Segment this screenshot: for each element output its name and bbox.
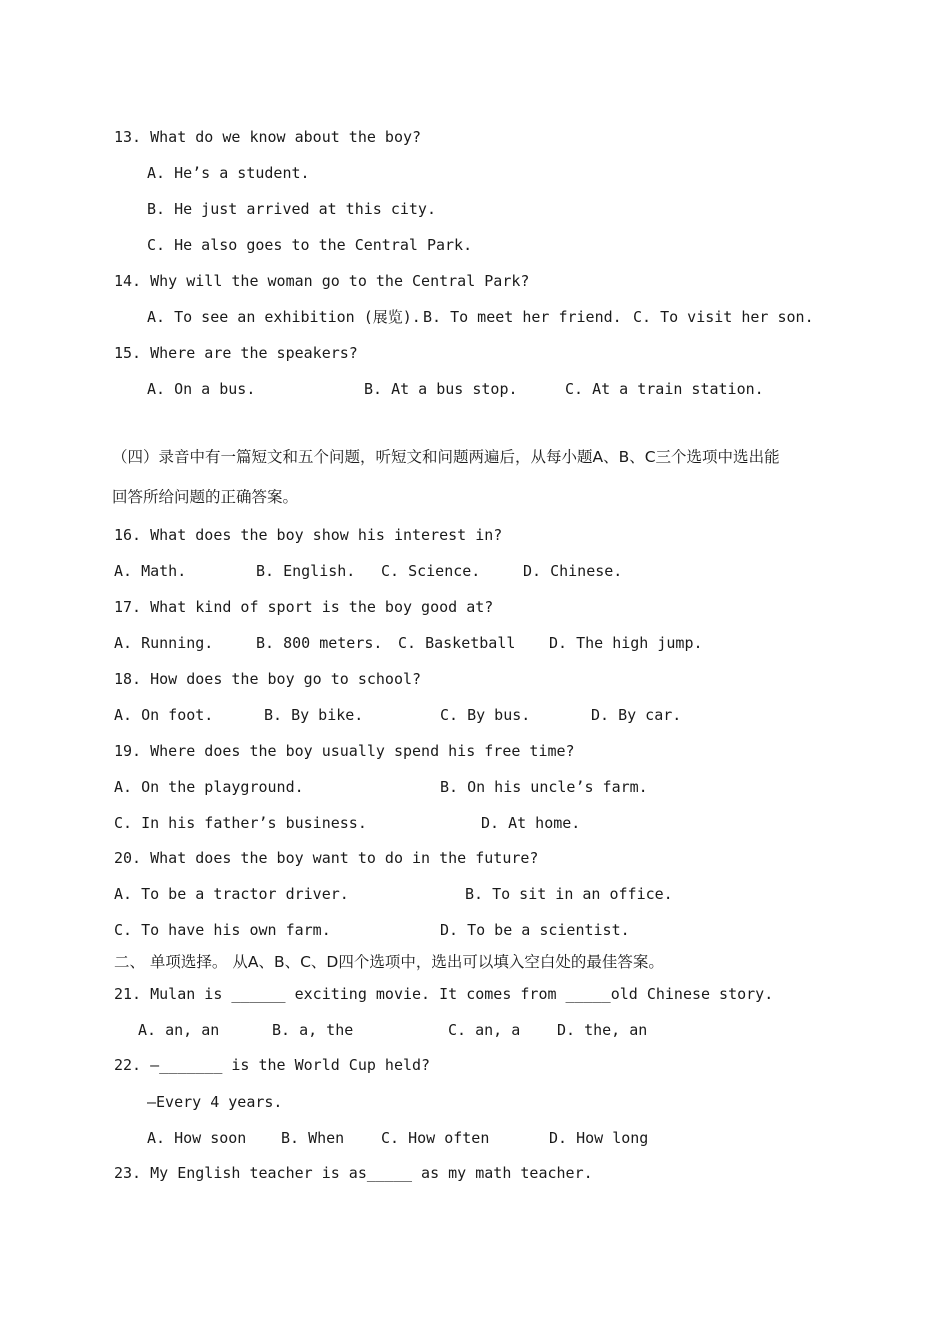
question-18-option-c: C. By bus. — [440, 706, 531, 724]
question-19-option-c: C. In his father’s business. — [114, 814, 367, 832]
question-13-option-c: C. He also goes to the Central Park. — [147, 236, 473, 254]
question-20-option-b: B. To sit in an office. — [465, 885, 673, 903]
section-2-heading: 二、 单项选择。 从A、B、C、D四个选项中，选出可以填入空白处的最佳答案。 — [114, 953, 664, 971]
question-21-stem: 21. Mulan is ______ exciting movie. It comes from _____old Chinese story. — [114, 985, 774, 1003]
question-18-option-b: B. By bike. — [264, 706, 364, 724]
section-4-instruction-line-1: （四）录音中有一篇短文和五个问题，听短文和问题两遍后，从每小题A、B、C三个选项中选出能 — [112, 448, 780, 466]
question-14-option-a: A. To see an exhibition (展览). — [147, 308, 421, 326]
question-21-option-c: C. an, a — [448, 1021, 521, 1039]
question-13-option-b: B. He just arrived at this city. — [147, 200, 436, 218]
question-21-option-d: D. the, an — [557, 1021, 648, 1039]
question-22-option-c: C. How often — [381, 1129, 490, 1147]
question-22-reply: —Every 4 years. — [147, 1093, 283, 1111]
question-19-option-b: B. On his uncle’s farm. — [440, 778, 648, 796]
question-22-option-a: A. How soon — [147, 1129, 247, 1147]
question-13-stem: 13. What do we know about the boy? — [114, 128, 422, 146]
question-16-stem: 16. What does the boy show his interest in? — [114, 526, 503, 544]
question-22-option-d: D. How long — [549, 1129, 649, 1147]
question-18-option-d: D. By car. — [591, 706, 682, 724]
question-14-option-c: C. To visit her son. — [633, 308, 814, 326]
section-4-instruction-line-2: 回答所给问题的正确答案。 — [112, 488, 299, 506]
question-17-option-d: D. The high jump. — [549, 634, 703, 652]
question-16-option-a: A. Math. — [114, 562, 187, 580]
question-20-option-c: C. To have his own farm. — [114, 921, 331, 939]
question-18-option-a: A. On foot. — [114, 706, 214, 724]
question-19-option-a: A. On the playground. — [114, 778, 304, 796]
question-20-stem: 20. What does the boy want to do in the future? — [114, 849, 539, 867]
question-21-option-a: A. an, an — [138, 1021, 220, 1039]
question-17-option-c: C. Basketball — [398, 634, 516, 652]
question-16-option-c: C. Science. — [381, 562, 481, 580]
question-17-stem: 17. What kind of sport is the boy good at? — [114, 598, 494, 616]
question-14-option-b: B. To meet her friend. — [423, 308, 622, 326]
question-19-option-d: D. At home. — [481, 814, 581, 832]
question-23-stem: 23. My English teacher is as_____ as my math teacher. — [114, 1164, 593, 1182]
question-15-option-c: C. At a train station. — [565, 380, 764, 398]
question-19-stem: 19. Where does the boy usually spend his free time? — [114, 742, 575, 760]
question-16-option-d: D. Chinese. — [523, 562, 623, 580]
question-21-option-b: B. a, the — [272, 1021, 354, 1039]
question-13-option-a: A. He’s a student. — [147, 164, 310, 182]
question-17-option-a: A. Running. — [114, 634, 214, 652]
question-22-stem: 22. —_______ is the World Cup held? — [114, 1056, 431, 1074]
question-22-option-b: B. When — [281, 1129, 345, 1147]
question-18-stem: 18. How does the boy go to school? — [114, 670, 422, 688]
question-15-option-a: A. On a bus. — [147, 380, 256, 398]
question-20-option-a: A. To be a tractor driver. — [114, 885, 349, 903]
question-16-option-b: B. English. — [256, 562, 356, 580]
question-17-option-b: B. 800 meters. — [256, 634, 383, 652]
question-15-stem: 15. Where are the speakers? — [114, 344, 358, 362]
question-15-option-b: B. At a bus stop. — [364, 380, 518, 398]
question-14-stem: 14. Why will the woman go to the Central Park? — [114, 272, 530, 290]
question-20-option-d: D. To be a scientist. — [440, 921, 630, 939]
